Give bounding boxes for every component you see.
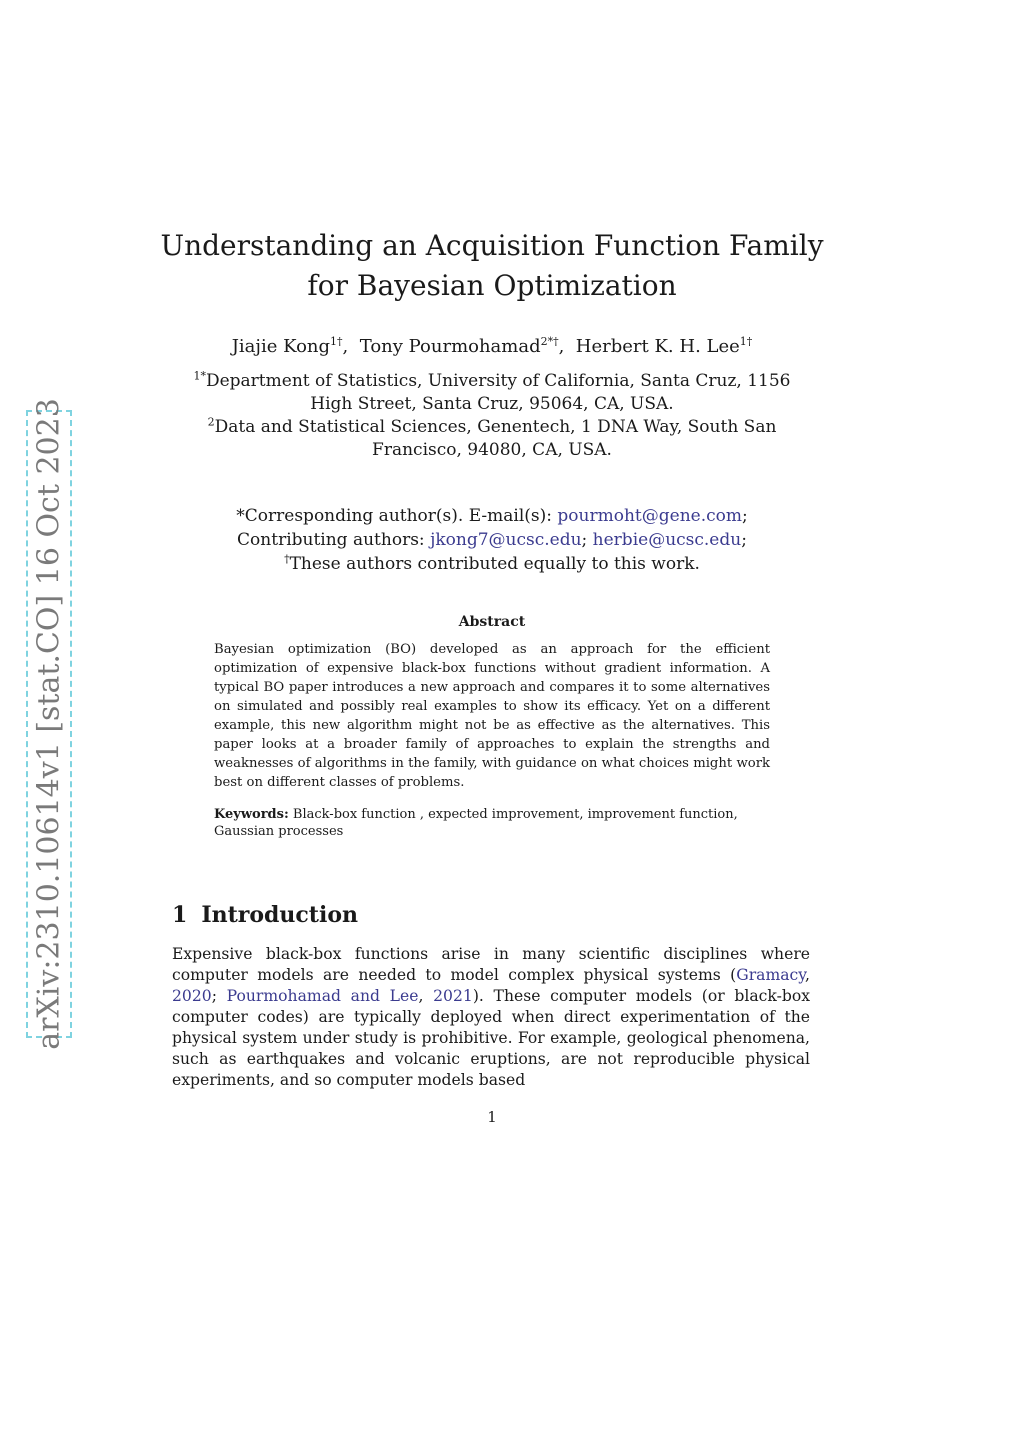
paper-title xyxy=(150,226,834,306)
citation-link[interactable]: Pourmohamad and Lee xyxy=(226,987,419,1005)
affiliation-1-mark: 1* xyxy=(193,369,206,383)
arxiv-stamp xyxy=(26,398,72,1050)
affiliation-1 xyxy=(180,370,804,393)
affiliation-1-line-2: High Street, Santa Cruz, 95064, CA, USA. xyxy=(310,394,674,414)
title-line-1: Understanding an Acquisition Function Family xyxy=(160,229,824,262)
contributing-email-link[interactable]: herbie@ucsc.edu xyxy=(592,530,742,550)
section-title: Introduction xyxy=(201,902,358,928)
keywords-label: Keywords: xyxy=(214,807,289,822)
equal-contribution-text: These authors contributed equally to this work. xyxy=(289,554,700,574)
intro-paragraph: Expensive black-box functions arise in many scientific disciplines where computer models are needed to model complex physical systems (Gramacy, 2020; Pourmohamad and Lee, 2021). These computer models (or black-box computer codes) are typically deployed when direct experimentation of the physical system under study is prohibitive. For example, geological phenomena, such as earthquakes and volcanic eruptions, are not reproducible physical experiments, and so computer models based xyxy=(172,945,811,1089)
citation-year-link[interactable]: 2020 xyxy=(172,987,212,1005)
section-number: 1 xyxy=(172,902,188,928)
author-name: Jiajie Kong xyxy=(231,336,331,357)
author-name: Tony Pourmohamad xyxy=(359,336,541,357)
keywords xyxy=(214,806,770,840)
arxiv-identifier: arXiv:2310.10614v1 [stat.CO] 16 Oct 2023 xyxy=(31,398,67,1050)
keywords-text: Black-box function , expected improvement, improvement function, Gaussian processes xyxy=(214,807,738,839)
dagger-mark: † xyxy=(284,552,290,566)
citation-year-link[interactable]: 2021 xyxy=(433,987,473,1005)
citation-link[interactable]: Gramacy xyxy=(736,966,806,984)
author-list: Jiajie Kong$^{1\dagger}$, Tony Pourmohamad$^{2*\dagger}$, Herbert K. H. Lee$^{1\dagger}$ xyxy=(231,335,753,357)
contributing-prefix: Contributing authors: xyxy=(237,530,431,550)
corresponding-prefix: *Corresponding author(s). E-mail(s): xyxy=(236,506,558,526)
section-heading xyxy=(172,902,358,928)
affiliation-2-line-2: Francisco, 94080, CA, USA. xyxy=(372,440,612,460)
affiliation-2-mark: 2 xyxy=(207,415,215,429)
abstract-body: Bayesian optimization (BO) developed as an approach for the efficient optimization of expensive black-box functions without gradient information. A typical BO paper introduces a new approach and compares it to some alternatives on simulated and possibly real examples to show its efficacy. Yet on a different example, this new algorithm might not be as effective as the alternatives. This paper looks at a broader family of approaches to explain the strengths and weaknesses of algorithms in the family, with guidance on what choices might work best on different classes of problems. xyxy=(214,642,770,790)
affiliation-1-line-1: Department of Statistics, University of California, Santa Cruz, 1156 xyxy=(205,371,791,391)
corresponding-author-line: *Corresponding author(s). E-mail(s): pourmoht@gene.com; xyxy=(236,506,748,526)
contributing-email-link[interactable]: jkong7@ucsc.edu xyxy=(430,530,582,550)
abstract-heading: Abstract xyxy=(458,614,526,630)
equal-contribution-note xyxy=(180,552,804,576)
affiliation-2-line-1: Data and Statistical Sciences, Genentech, 1 DNA Way, South San xyxy=(214,417,777,437)
contact-info xyxy=(180,504,804,576)
affiliation-2 xyxy=(180,416,804,439)
author-affiliation-mark: 1† xyxy=(330,335,343,348)
author-name: Herbert K. H. Lee xyxy=(575,336,740,357)
page-number: 1 xyxy=(487,1108,497,1126)
corresponding-email-link[interactable]: pourmoht@gene.com xyxy=(557,506,742,526)
intro-text-part-2: ). These computer models (or black-box computer codes) are typically deployed when direct experimentation of the physical system under study is prohibitive. For example, geological phenomena, such as earthquakes and volcanic eruptions, are not reproducible physical experiments, and so computer models based xyxy=(172,987,811,1089)
intro-text-part-1: Expensive black-box functions arise in many scientific disciplines where computer models are needed to model complex physical systems ( xyxy=(172,945,810,984)
contributing-authors-line: Contributing authors: jkong7@ucsc.edu; herbie@ucsc.edu; xyxy=(237,530,747,550)
affiliations xyxy=(180,370,804,462)
author-affiliation-mark: 2*† xyxy=(540,335,559,348)
title-line-2: for Bayesian Optimization xyxy=(307,269,677,302)
author-affiliation-mark: 1† xyxy=(739,335,753,348)
